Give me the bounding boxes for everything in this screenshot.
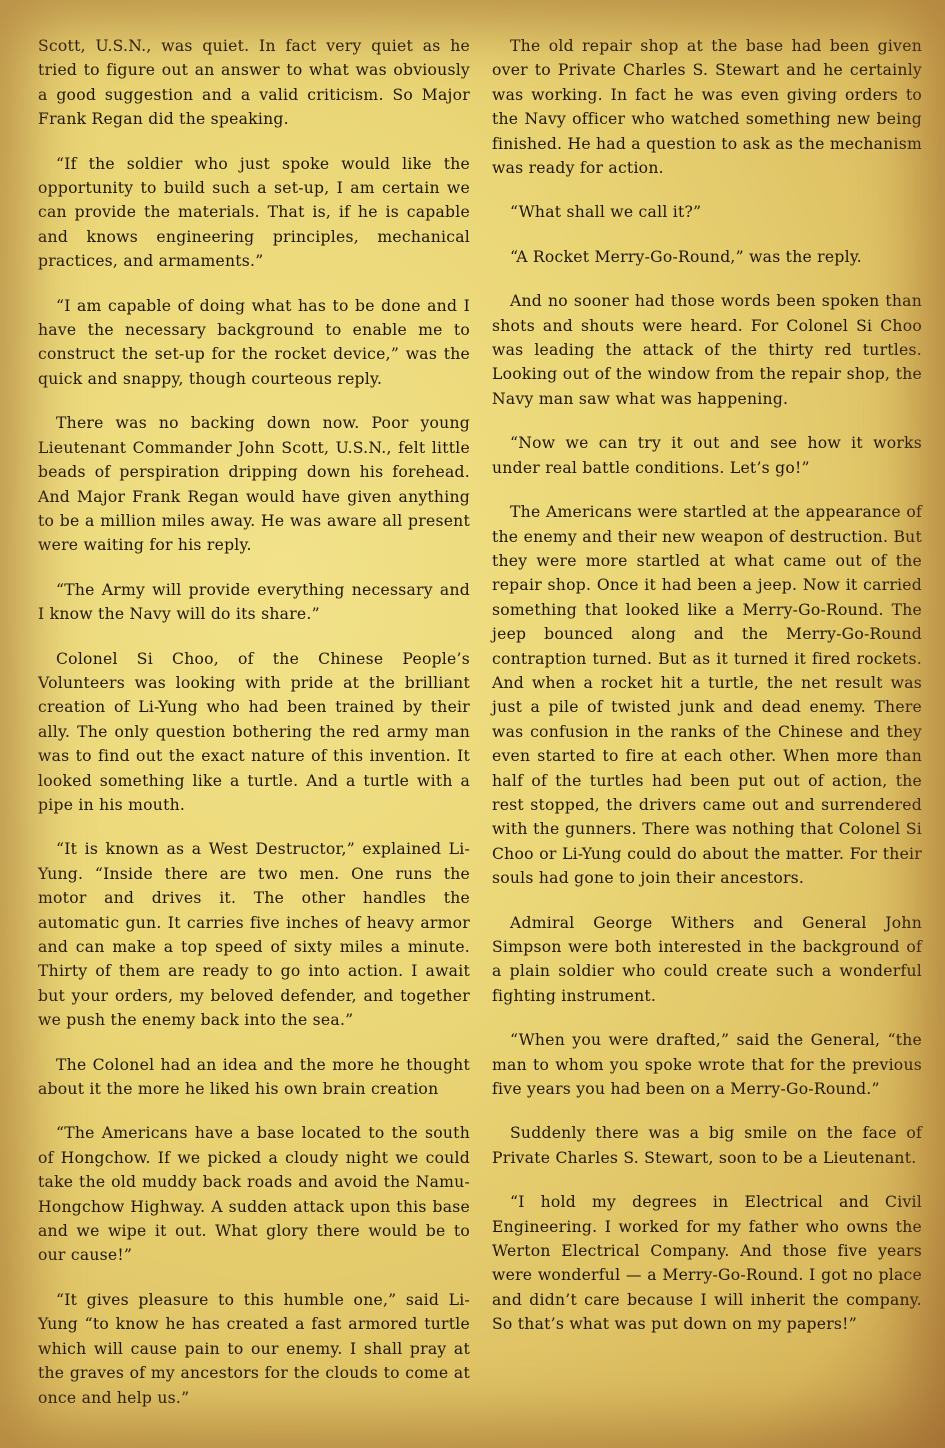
paragraph: Admiral George Withers and General John Simpson were both interested in the background of a plain soldier who could create such a wonderful fighting instrument. xyxy=(492,913,922,1005)
paragraph: Colonel Si Choo, of the Chinese People’s Volunteers was looking with pride at the brilliant creation of Li-Yung who had been trained by their ally. The only question bothering the red army man was to find out the exact nature of this invention. It looked something like a turtle. And a turtle with a pipe in his mouth. xyxy=(38,649,470,814)
paragraph: “It is known as a West Destructor,” explained Li-Yung. “Inside there are two men. One runs the motor and drives it. The other handles the automatic gun. It carries five inches of heavy armor and can make a top speed of sixty miles a minute. Thirty of them are ready to go into action. I await but your orders, my beloved defender, and together we push the enemy back into the sea.” xyxy=(38,840,470,1030)
paragraph: Suddenly there was a big smile on the face of Private Charles S. Stewart, soon to be a Lieutenant. xyxy=(492,1124,922,1167)
paragraph: “What shall we call it?” xyxy=(510,203,702,222)
paragraph: And no sooner had those words been spoken than shots and shouts were heard. For Colonel Si Choo was leading the attack of the thirty red turtles. Looking out of the window from the repair shop, the Navy man saw what was happening. xyxy=(492,292,922,408)
paragraph: “When you were drafted,” said the General, “the man to whom you spoke wrote that for the previous five years you had been on a Merry-Go-Round.” xyxy=(492,1031,922,1099)
paragraph: The Colonel had an idea and the more he thought about it the more he liked his own brain creation xyxy=(38,1055,470,1099)
left-text-column xyxy=(38,34,470,1428)
paragraph: “The Army will provide everything necessary and I know the Navy will do its share.” xyxy=(38,580,470,624)
paragraph: “I am capable of doing what has to be done and I have the necessary background to enable me to construct the set-up for the rocket device,” was the quick and snappy, though courteous reply. xyxy=(38,296,470,388)
paragraph: Scott, U.S.N., was quiet. In fact very quiet as he tried to figure out an answer to what was obviously a good suggestion and a valid criticism. So Major Frank Regan did the speaking. xyxy=(38,37,470,129)
paragraph: There was no backing down now. Poor young Lieutenant Commander John Scott, U.S.N., felt little beads of perspiration dripping down his forehead. And Major Frank Regan would have given anything to be a million miles away. He was aware all present were waiting for his reply. xyxy=(38,414,470,555)
paragraph: The Americans were startled at the appearance of the enemy and their new weapon of destruction. But they were more startled at what came out of the repair shop. Once it had been a jeep. Now it carried something that looked like a Merry-Go-Round. The jeep bounced along and the Merry-Go-Round contraption turned. But as it turned it fired rockets. And when a rocket hit a turtle, the net result was just a pile of twisted junk and dead enemy. There was confusion in the ranks of the Chinese and they even started to fire at each other. When more than half of the turtles had been put out of action, the rest stopped, the drivers came out and surrendered with the gunners. There was nothing that Colonel Si Choo or Li-Yung could do about the matter. For their souls had gone to join their ancestors. xyxy=(492,503,922,888)
right-text-column xyxy=(492,34,922,1428)
paragraph: “Now we can try it out and see how it works under real battle conditions. Let’s go!” xyxy=(492,434,922,477)
paragraph: “If the soldier who just spoke would like the opportunity to build such a set-up, I am certain we can provide the materials. That is, if he is capable and knows engineering principles, mechanical practices, and armaments.” xyxy=(38,154,470,271)
paragraph: “The Americans have a base located to the south of Hongchow. If we picked a cloudy night we could take the old muddy back roads and avoid the Namu-Hongchow Highway. A sudden attack upon this base and we wipe it out. What glory there would be to our cause!” xyxy=(38,1124,470,1265)
paragraph: “It gives pleasure to this humble one,” said Li-Yung “to know he has created a fast armored turtle which will cause pain to our enemy. I shall pray at the graves of my ancestors for the clouds to come at once and help us.” xyxy=(38,1290,470,1407)
paragraph: “I hold my degrees in Electrical and Civil Engineering. I worked for my father who owns the Werton Electrical Company. And those five years were wonderful — a Merry-Go-Round. I got no place and didn’t care because I will inherit the company. So that’s what was put down on my papers!” xyxy=(492,1193,922,1334)
paragraph: “A Rocket Merry-Go-Round,” was the reply. xyxy=(510,247,863,266)
paragraph: The old repair shop at the base had been given over to Private Charles S. Stewart and he certainly was working. In fact he was even giving orders to the Navy officer who watched something new being finished. He had a question to ask as the mechanism was ready for action. xyxy=(492,37,922,178)
